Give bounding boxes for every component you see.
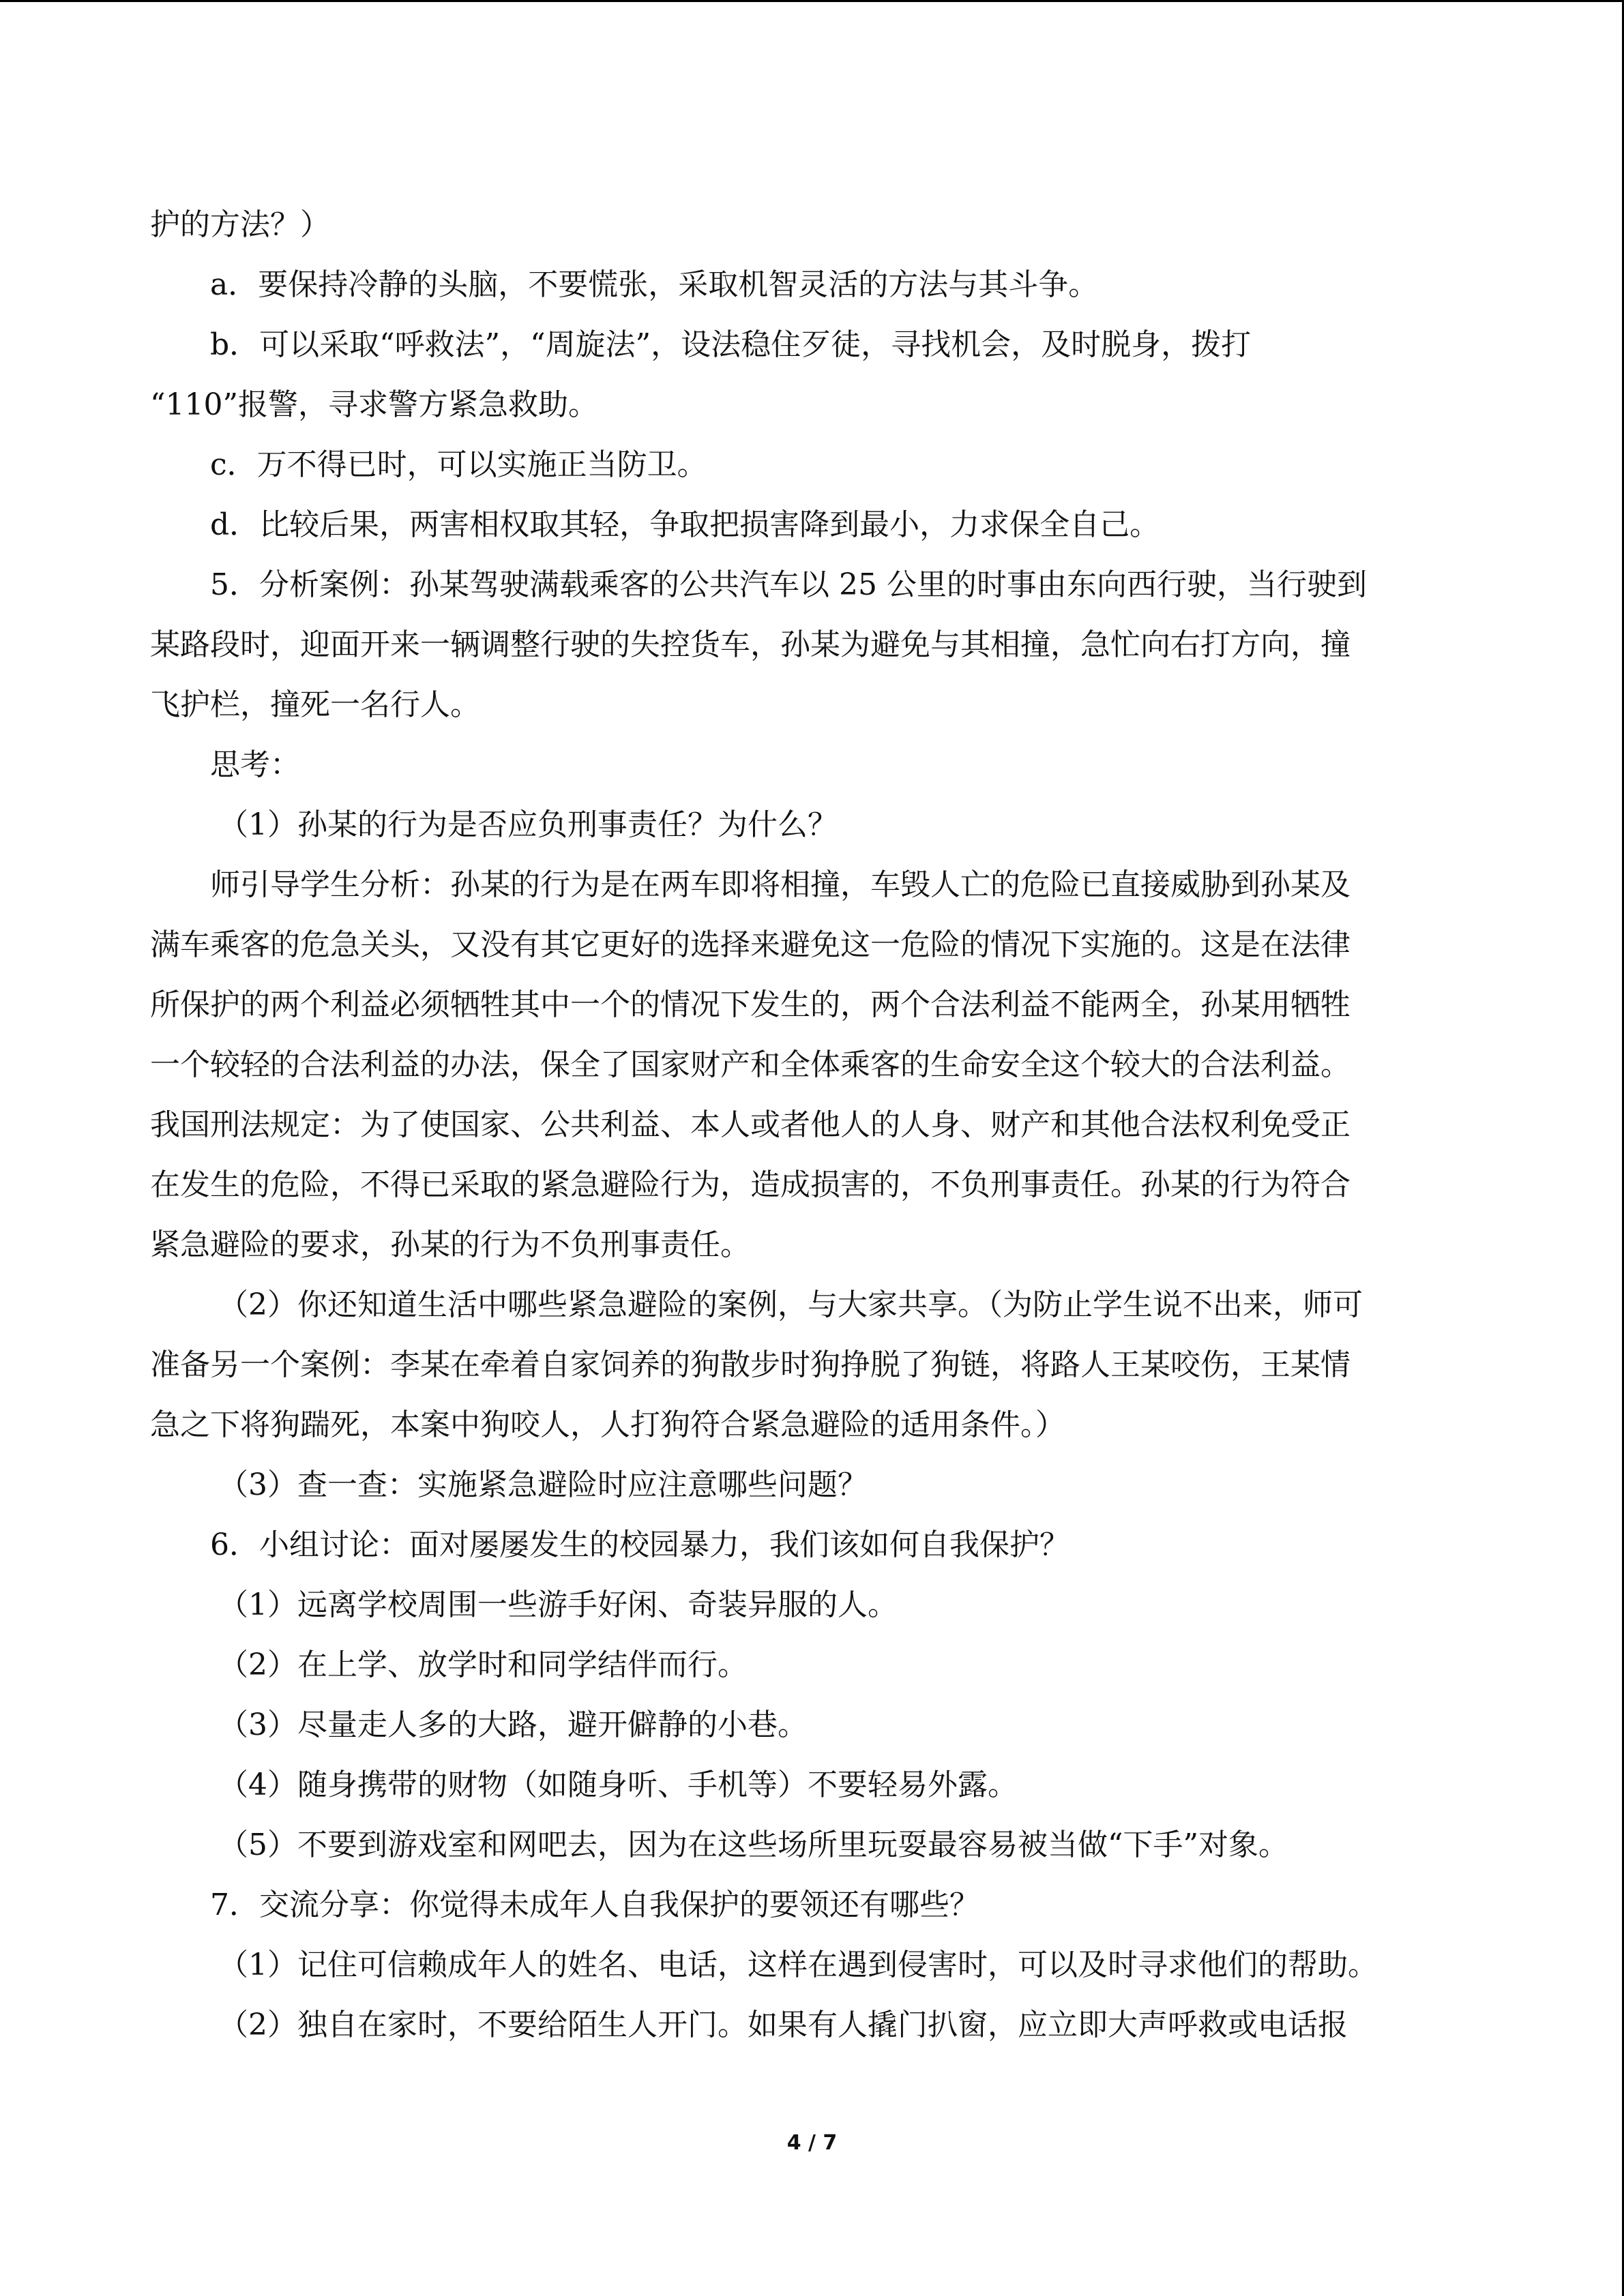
text-line: “110”报警，寻求警方紧急救助。	[150, 387, 598, 422]
text-line: 在发生的危险，不得已采取的紧急避险行为，造成损害的，不负刑事责任。孙某的行为符合	[150, 1167, 1350, 1202]
text-line: 急之下将狗踹死，本案中狗咬人，人打狗符合紧急避险的适用条件。）	[150, 1407, 1065, 1442]
text-line: （3）尽量走人多的大路，避开僻静的小巷。	[218, 1708, 808, 1742]
text-line: 6．小组讨论：面对屡屡发生的校园暴力，我们该如何自我保护？	[210, 1527, 1069, 1562]
text-line: 紧急避险的要求，孙某的行为不负刑事责任。	[150, 1227, 750, 1262]
text-line: b．可以采取“呼救法”，“周旋法”，设法稳住歹徒，寻找机会，及时脱身，拨打	[210, 327, 1252, 362]
text-line: （3）查一查：实施紧急避险时应注意哪些问题？	[218, 1467, 868, 1502]
page-border-top	[0, 0, 1624, 2]
text-line: 我国刑法规定：为了使国家、公共利益、本人或者他人的人身、财产和其他合法权利免受正	[150, 1107, 1350, 1142]
page-number: 4 / 7	[786, 2131, 838, 2155]
text-line: （2）在上学、放学时和同学结伴而行。	[218, 1648, 748, 1682]
text-line: 所保护的两个利益必须牺牲其中一个的情况下发生的，两个合法利益不能两全，孙某用牺牲	[150, 987, 1350, 1022]
text-line: 护的方法？）	[150, 207, 330, 242]
text-line: （1）记住可信赖成年人的姓名、电话，这样在遇到侵害时，可以及时寻求他们的帮助。	[218, 1948, 1378, 1982]
text-line: c．万不得已时，可以实施正当防卫。	[210, 447, 707, 482]
text-line: （5）不要到游戏室和网吧去，因为在这些场所里玩耍最容易被当做“下手”对象。	[218, 1828, 1288, 1862]
text-line: d．比较后果，两害相权取其轻，争取把损害降到最小，力求保全自己。	[210, 507, 1160, 542]
text-line: （2）你还知道生活中哪些紧急避险的案例，与大家共享。（为防止学生说不出来，师可	[218, 1287, 1363, 1322]
text-line: （4）随身携带的财物（如随身听、手机等）不要轻易外露。	[218, 1768, 1018, 1802]
text-line: 准备另一个案例：李某在牵着自家饲养的狗散步时狗挣脱了狗链，将路人王某咬伤，王某情	[150, 1347, 1350, 1382]
text-line: 7．交流分享：你觉得未成年人自我保护的要领还有哪些？	[210, 1888, 979, 1922]
text-line: a．要保持冷静的头脑，不要慌张，采取机智灵活的方法与其斗争。	[210, 267, 1099, 302]
text-line: （2）独自在家时，不要给陌生人开门。如果有人撬门扒窗，应立即大声呼救或电话报	[218, 2008, 1348, 2042]
text-line: 某路段时，迎面开来一辆调整行驶的失控货车，孙某为避免与其相撞，急忙向右打方向，撞	[150, 627, 1350, 662]
text-line: （1）远离学校周围一些游手好闲、奇装异服的人。	[218, 1587, 898, 1622]
text-line: 5．分析案例：孙某驾驶满载乘客的公共汽车以 25 公里的时事由东向西行驶，当行驶到	[210, 567, 1367, 602]
text-line: 师引导学生分析：孙某的行为是在两车即将相撞，车毁人亡的危险已直接威胁到孙某及	[210, 867, 1350, 902]
text-line: 思考：	[210, 747, 300, 782]
text-line: 一个较轻的合法利益的办法，保全了国家财产和全体乘客的生命安全这个较大的合法利益。	[150, 1047, 1350, 1082]
text-line: 满车乘客的危急关头，又没有其它更好的选择来避免这一危险的情况下实施的。这是在法律	[150, 927, 1350, 962]
text-line: 飞护栏，撞死一名行人。	[150, 687, 480, 722]
text-line: （1）孙某的行为是否应负刑事责任？为什么？	[218, 807, 838, 842]
